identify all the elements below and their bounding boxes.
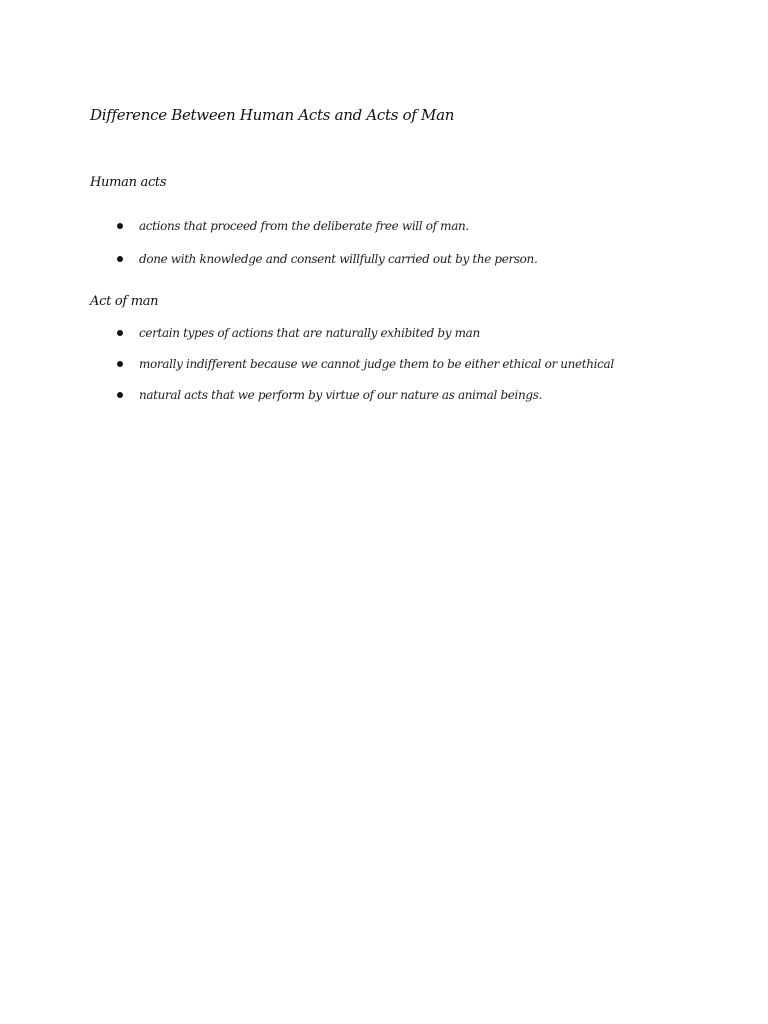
bullet-text: morally indifferent because we cannot judge them to be either ethical or unethical (139, 357, 614, 371)
document-title: Difference Between Human Acts and Acts of Man (90, 106, 455, 124)
section-heading-act-of-man: Act of man (90, 294, 159, 309)
bullet-icon (117, 392, 123, 398)
bullet-icon (117, 361, 123, 367)
bullet-icon (117, 256, 123, 262)
bullet-text: done with knowledge and consent willfully carried out by the person. (139, 252, 538, 266)
section-heading-human-acts: Human acts (90, 175, 167, 190)
bullet-text: natural acts that we perform by virtue of our nature as animal beings. (139, 388, 542, 402)
bullet-icon (117, 330, 123, 336)
bullet-text: actions that proceed from the deliberate free will of man. (139, 219, 469, 233)
bullet-text: certain types of actions that are naturally exhibited by man (139, 326, 480, 340)
bullet-icon (117, 223, 123, 229)
